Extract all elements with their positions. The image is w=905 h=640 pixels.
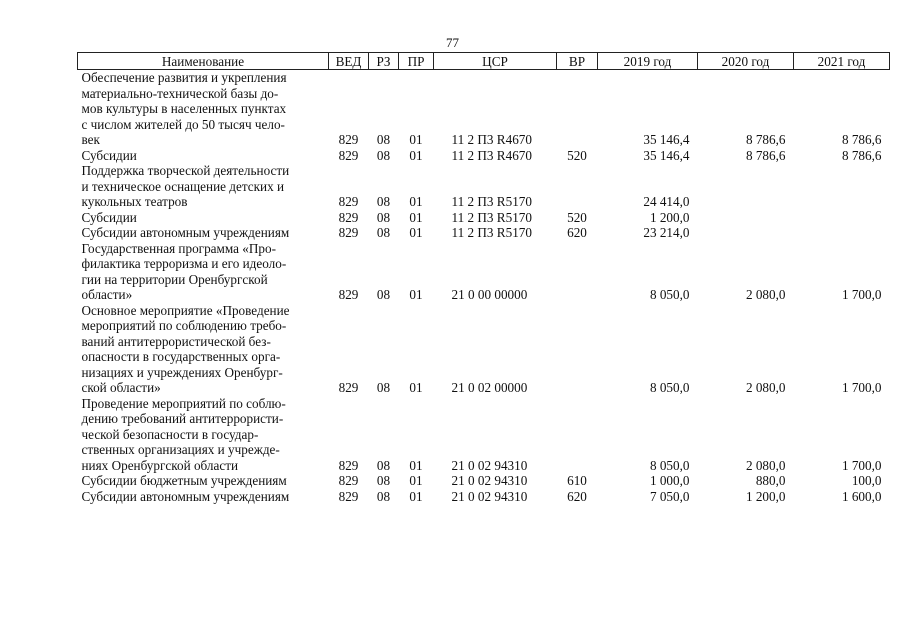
row-vr: 620 xyxy=(567,225,587,240)
row-2019: 24 414,0 xyxy=(643,194,690,209)
row-csr: 21 0 02 00000 xyxy=(451,380,528,395)
table-row xyxy=(78,303,890,396)
row-vr: 520 xyxy=(567,209,587,225)
row-name-line: и техническое оснащение детских и xyxy=(81,178,285,194)
row-2020: 8 786,6 xyxy=(745,147,786,163)
row-name-line: мов культуры в населенных пунктах xyxy=(81,101,287,116)
row-name-line: Субсидии xyxy=(81,209,137,225)
row-pr: 01 xyxy=(409,457,423,473)
row-pr: 01 xyxy=(409,488,423,504)
row-name-line: Субсидии автономным учреждениям xyxy=(81,488,290,504)
table-row xyxy=(78,489,890,505)
row-2021: 1 700,0 xyxy=(841,380,882,395)
table-row xyxy=(78,70,890,148)
row-2020: 8 786,6 xyxy=(745,132,786,147)
row-rz: 08 xyxy=(376,380,391,395)
table-row xyxy=(78,241,890,303)
header-2019: 2019 год xyxy=(598,53,698,70)
row-name-line: Субсидии бюджетным учреждениям xyxy=(81,473,287,488)
row-name-line: кукольных театров xyxy=(81,194,188,209)
header-2021: 2021 год xyxy=(794,53,890,70)
table-row xyxy=(78,210,890,226)
row-csr: 11 2 П3 R4670 xyxy=(451,132,532,147)
row-2021: 8 786,6 xyxy=(841,147,882,163)
row-csr: 21 0 02 94310 xyxy=(451,473,528,488)
row-name-line: гии на территории Оренбургской xyxy=(81,271,268,287)
row-name-line: с числом жителей до 50 тысяч чело- xyxy=(81,116,285,132)
row-ved: 829 xyxy=(338,132,359,147)
row-ved: 829 xyxy=(338,225,359,240)
row-2021 xyxy=(794,225,890,241)
row-ved: 829 xyxy=(338,209,359,225)
row-2021: 8 786,6 xyxy=(841,132,882,147)
row-name-line: ственных организациях и учрежде- xyxy=(81,442,280,457)
row-rz: 08 xyxy=(376,194,391,209)
row-pr: 01 xyxy=(409,287,423,302)
page-number: 77 xyxy=(446,35,459,50)
table-header xyxy=(78,53,890,70)
row-2019: 8 050,0 xyxy=(649,457,690,473)
header-pr: ПР xyxy=(399,53,434,70)
row-2020: 2 080,0 xyxy=(745,457,786,473)
header-vr: ВР xyxy=(557,53,598,70)
row-vr: 620 xyxy=(567,488,587,504)
row-name xyxy=(78,303,329,396)
row-rz: 08 xyxy=(376,225,391,240)
row-ved: 829 xyxy=(338,457,359,473)
row-2019: 8 050,0 xyxy=(649,380,690,395)
row-pr: 01 xyxy=(409,209,423,225)
row-rz: 08 xyxy=(376,287,391,302)
row-name xyxy=(78,148,329,164)
row-name xyxy=(78,163,329,210)
row-2021 xyxy=(794,210,890,226)
row-name xyxy=(78,473,329,489)
table-row xyxy=(78,396,890,474)
row-name-line: ваний антитеррористической без- xyxy=(81,333,271,349)
table-row xyxy=(78,225,890,241)
header-row xyxy=(78,53,890,70)
table-body xyxy=(78,70,890,505)
row-name-line: Поддержка творческой деятельности xyxy=(81,163,290,178)
row-name-line: дению требований антитеррористи- xyxy=(81,411,284,426)
row-name-line: Государственная программа «Про- xyxy=(81,240,276,256)
row-name xyxy=(78,70,329,148)
row-name-line: филактика терроризма и его идеоло- xyxy=(81,256,287,271)
row-ved: 829 xyxy=(338,488,359,504)
row-name-line: ниях Оренбургской области xyxy=(81,457,239,473)
row-rz: 08 xyxy=(376,488,391,504)
row-csr: 11 2 П3 R5170 xyxy=(451,225,532,240)
row-csr: 11 2 П3 R5170 xyxy=(451,209,532,225)
row-ved: 829 xyxy=(338,194,359,209)
row-pr: 01 xyxy=(409,380,423,395)
row-name-line: мероприятий по соблюдению требо- xyxy=(81,318,287,333)
row-csr: 11 2 П3 R4670 xyxy=(451,147,532,163)
row-pr: 01 xyxy=(409,132,423,147)
row-2019: 7 050,0 xyxy=(649,488,690,504)
row-pr: 01 xyxy=(409,225,423,240)
row-ved: 829 xyxy=(338,287,359,302)
row-name xyxy=(78,210,329,226)
row-2021: 1 700,0 xyxy=(841,287,882,302)
row-vr: 610 xyxy=(567,473,587,488)
row-name-line: Обеспечение развития и укрепления xyxy=(81,70,287,85)
row-pr: 01 xyxy=(409,147,423,163)
row-2020: 2 080,0 xyxy=(745,287,786,302)
row-name-line: области» xyxy=(81,287,133,302)
row-rz: 08 xyxy=(376,147,391,163)
row-2019: 23 214,0 xyxy=(643,225,690,240)
row-rz: 08 xyxy=(376,457,391,473)
row-vr xyxy=(557,303,598,396)
row-name-line: Субсидии автономным учреждениям xyxy=(81,225,290,240)
row-2019: 8 050,0 xyxy=(649,287,690,302)
row-2020: 1 200,0 xyxy=(745,488,786,504)
row-csr: 21 0 02 94310 xyxy=(451,488,528,504)
row-name xyxy=(78,241,329,303)
header-name: Наименование xyxy=(78,53,329,70)
row-rz: 08 xyxy=(376,132,391,147)
table-row xyxy=(78,163,890,210)
row-name-line: Проведение мероприятий по соблю- xyxy=(81,395,286,411)
row-name-line: низациях и учреждениях Оренбург- xyxy=(81,364,283,380)
table-row xyxy=(78,473,890,489)
row-pr: 01 xyxy=(409,473,423,488)
row-2020 xyxy=(698,225,794,241)
row-vr xyxy=(557,70,598,148)
row-name xyxy=(78,225,329,241)
row-name xyxy=(78,489,329,505)
row-2019: 1 000,0 xyxy=(649,473,690,488)
row-rz: 08 xyxy=(376,209,391,225)
row-2021: 100,0 xyxy=(851,473,882,488)
row-ved: 829 xyxy=(338,473,359,488)
header-rz: РЗ xyxy=(369,53,399,70)
row-2020 xyxy=(698,163,794,210)
row-2021: 1 700,0 xyxy=(841,457,882,473)
row-vr xyxy=(557,163,598,210)
budget-table-container xyxy=(77,52,889,504)
row-csr: 21 0 02 94310 xyxy=(451,457,528,473)
budget-table xyxy=(77,52,890,504)
row-name-line: опасности в государственных орга- xyxy=(81,349,281,364)
row-2019: 35 146,4 xyxy=(643,147,690,163)
row-name-line: материально-технической базы до- xyxy=(81,85,279,101)
row-name-line: век xyxy=(81,132,100,147)
row-2021: 1 600,0 xyxy=(841,488,882,504)
table-row xyxy=(78,148,890,164)
header-csr: ЦСР xyxy=(434,53,557,70)
row-name-line: ческой безопасности в государ- xyxy=(81,426,259,442)
row-rz: 08 xyxy=(376,473,391,488)
row-pr: 01 xyxy=(409,194,423,209)
row-name-line: Субсидии xyxy=(81,147,137,163)
row-vr: 520 xyxy=(567,147,587,163)
row-name-line: Основное мероприятие «Проведение xyxy=(81,302,290,318)
header-ved: ВЕД xyxy=(329,53,369,70)
row-2020 xyxy=(698,210,794,226)
row-2020: 880,0 xyxy=(755,473,786,488)
row-2019: 35 146,4 xyxy=(643,132,690,147)
row-name-line: ской области» xyxy=(81,380,161,395)
row-ved: 829 xyxy=(338,147,359,163)
row-2019: 1 200,0 xyxy=(649,209,690,225)
row-csr: 21 0 00 00000 xyxy=(451,287,528,302)
row-ved: 829 xyxy=(338,380,359,395)
header-2020: 2020 год xyxy=(698,53,794,70)
row-2021 xyxy=(794,163,890,210)
row-vr xyxy=(557,396,598,474)
row-name xyxy=(78,396,329,474)
row-csr: 11 2 П3 R5170 xyxy=(451,194,532,209)
row-vr xyxy=(557,241,598,303)
row-2020: 2 080,0 xyxy=(745,380,786,395)
